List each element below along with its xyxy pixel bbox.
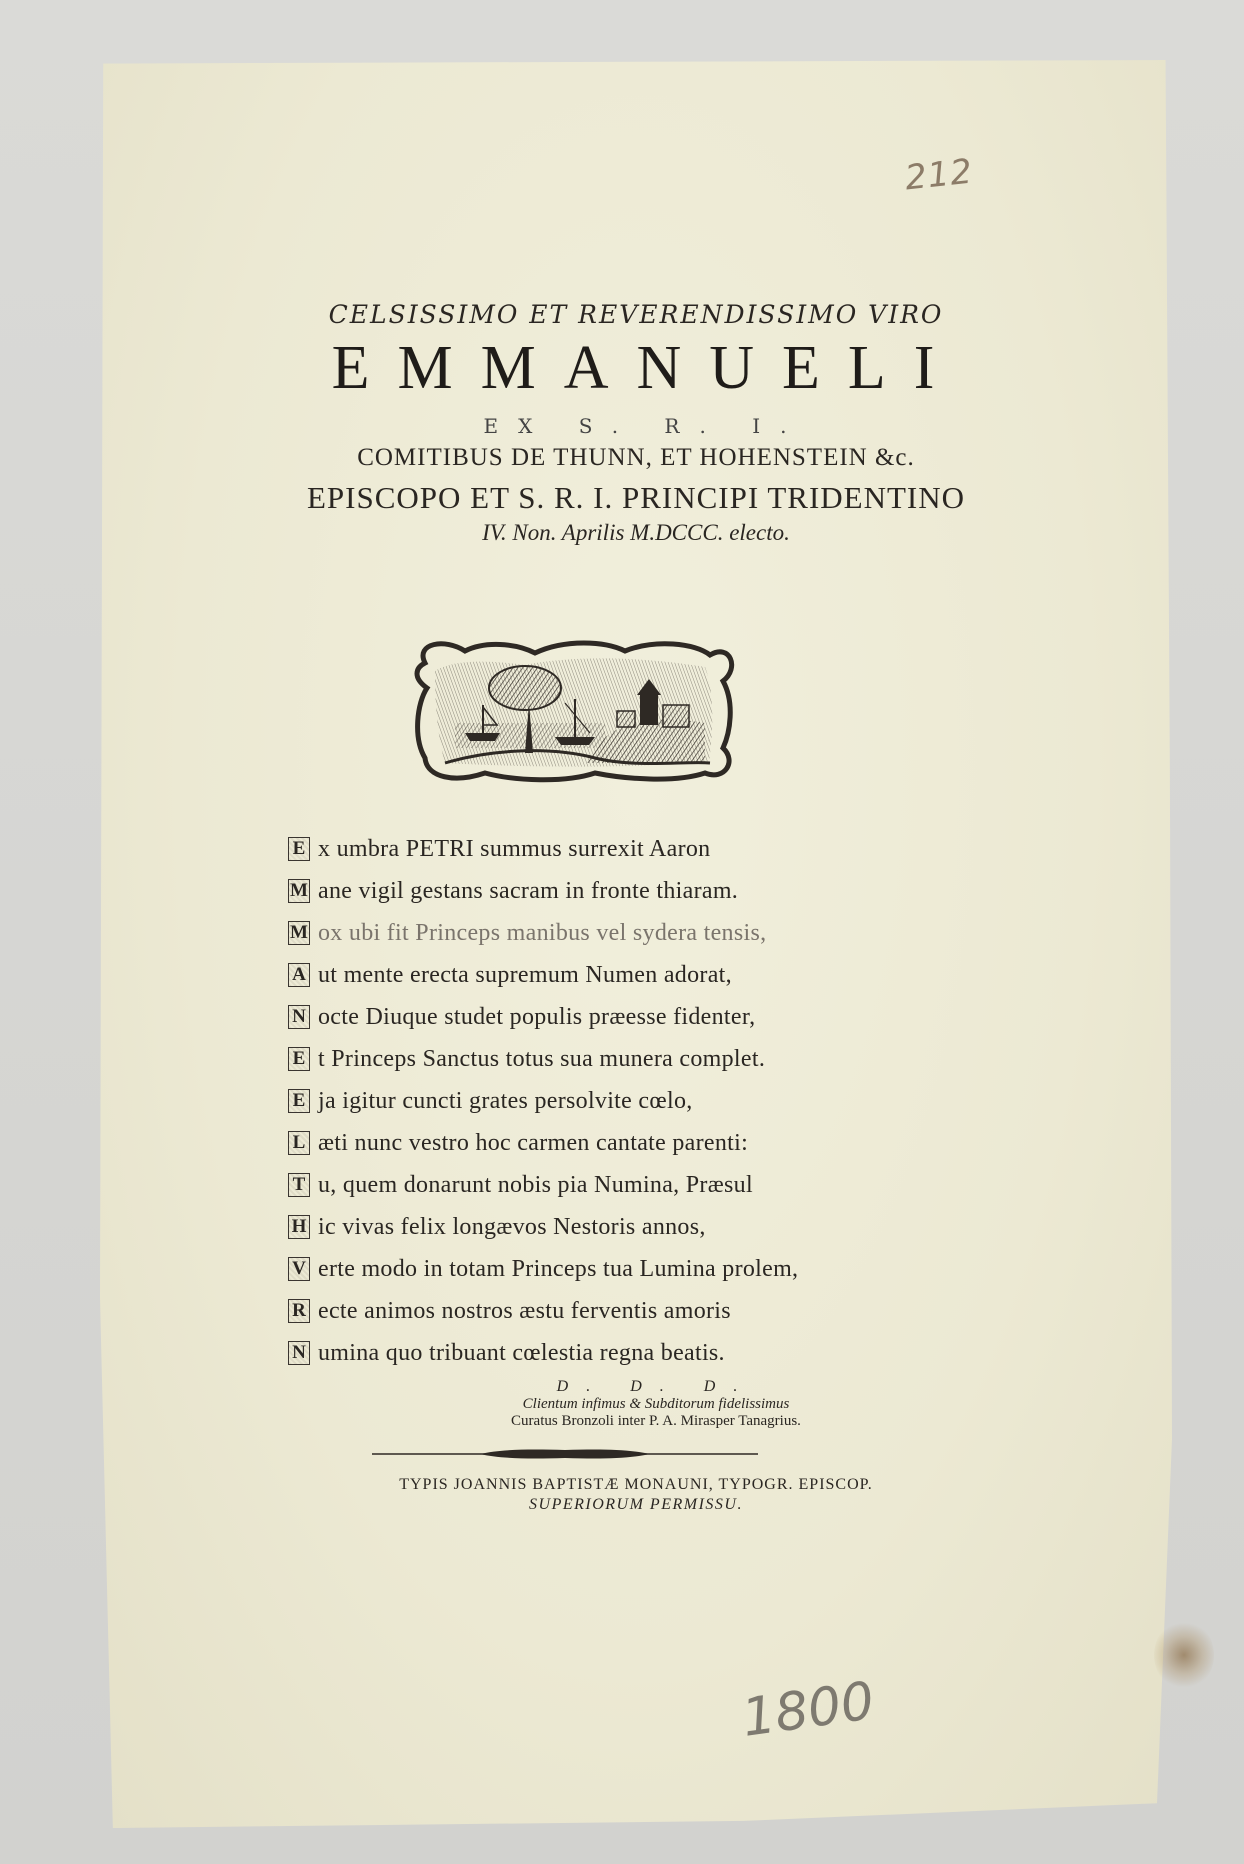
election-date: IV. Non. Aprilis M.DCCC. electo. [482,520,790,545]
dedication-line: CELSISSIMO ET REVERENDISSIMO VIRO [328,300,944,329]
poem-line [288,1122,798,1164]
acrostic-poem [288,828,798,1374]
verse-text: x umbra PETRI summus surrexit Aaron [318,835,711,862]
ornamental-initial: E [288,1047,310,1071]
handwritten-number-top: 212 [903,151,975,199]
verse-text: ane vigil gestans sacram in fronte thiaram. [318,877,739,904]
poem-line [288,828,798,870]
ornamental-initial: M [288,921,310,945]
bishop-title: EPISCOPO ET S. R. I. PRINCIPI TRIDENTINO [306,480,966,515]
poem-line [288,1332,798,1374]
ornamental-initial: V [288,1257,310,1281]
poem-line [288,954,798,996]
poem-line [288,1038,798,1080]
ornamental-initial: E [288,1089,310,1113]
verse-text: ox ubi fit Princeps manibus vel sydera tensis, [318,919,767,946]
paper-stain [1154,1620,1214,1690]
poem-line [288,996,798,1038]
verse-text: ic vivas felix longævos Nestoris annos, [318,1213,706,1240]
ornamental-initial: R [288,1299,310,1323]
verse-text: u, quem donarunt nobis pia Numina, Præsul [318,1171,753,1198]
author-line: Curatus Bronzoli inter P. A. Mirasper Tanagrius. [511,1413,801,1429]
family-line: EX S. R. I. [483,414,807,438]
verse-text: t Princeps Sanctus totus sua munera complet. [318,1045,766,1072]
ornamental-rule-icon [372,1446,758,1462]
verse-text: ut mente erecta supremum Numen adorat, [318,961,732,988]
verse-text: umina quo tribuant cœlestia regna beatis. [318,1339,725,1366]
clients-line: Clientum infimus & Subditorum fidelissimus [522,1396,790,1412]
poem-line [288,1290,798,1332]
verse-text: æti nunc vestro hoc carmen cantate parenti: [318,1129,749,1156]
verse-text: octe Diuque studet populis præesse fidenter, [318,1003,756,1030]
verse-text: erte modo in totam Princeps tua Lumina prolem, [318,1255,799,1282]
permission-line: SUPERIORUM PERMISSU. [529,1496,743,1513]
poem-line [288,870,798,912]
dedication-abbrev: D. D. D. [556,1378,756,1395]
printer-line: TYPIS JOANNIS BAPTISTÆ MONAUNI, TYPOGR. EPISCOP. [399,1476,873,1493]
poem-line [288,912,798,954]
handwritten-year: 1800 [738,1671,878,1749]
ornamental-initial: M [288,879,310,903]
poem-line [288,1206,798,1248]
ornamental-initial: T [288,1173,310,1197]
honoree-name: EMMANUELI [331,334,963,402]
imprint-block [100,1476,1172,1514]
poem-line [288,1164,798,1206]
ornamental-initial: N [288,1005,310,1029]
ornamental-initial: L [288,1131,310,1155]
ornamental-initial: E [288,837,310,861]
verse-text: ecte animos nostros æstu ferventis amoris [318,1297,731,1324]
woodcut-vignette-icon [405,633,745,785]
poem-line [288,1080,798,1122]
ornamental-initial: A [288,963,310,987]
signature-block [100,1378,1172,1430]
title-block [100,0,1172,546]
counts-line: COMITIBUS DE THUNN, ET HOHENSTEIN &c. [357,444,915,471]
poem-line [288,1248,798,1290]
ornamental-initial: H [288,1215,310,1239]
ornamental-initial: N [288,1341,310,1365]
verse-text: ja igitur cuncti grates persolvite cœlo, [318,1087,693,1114]
